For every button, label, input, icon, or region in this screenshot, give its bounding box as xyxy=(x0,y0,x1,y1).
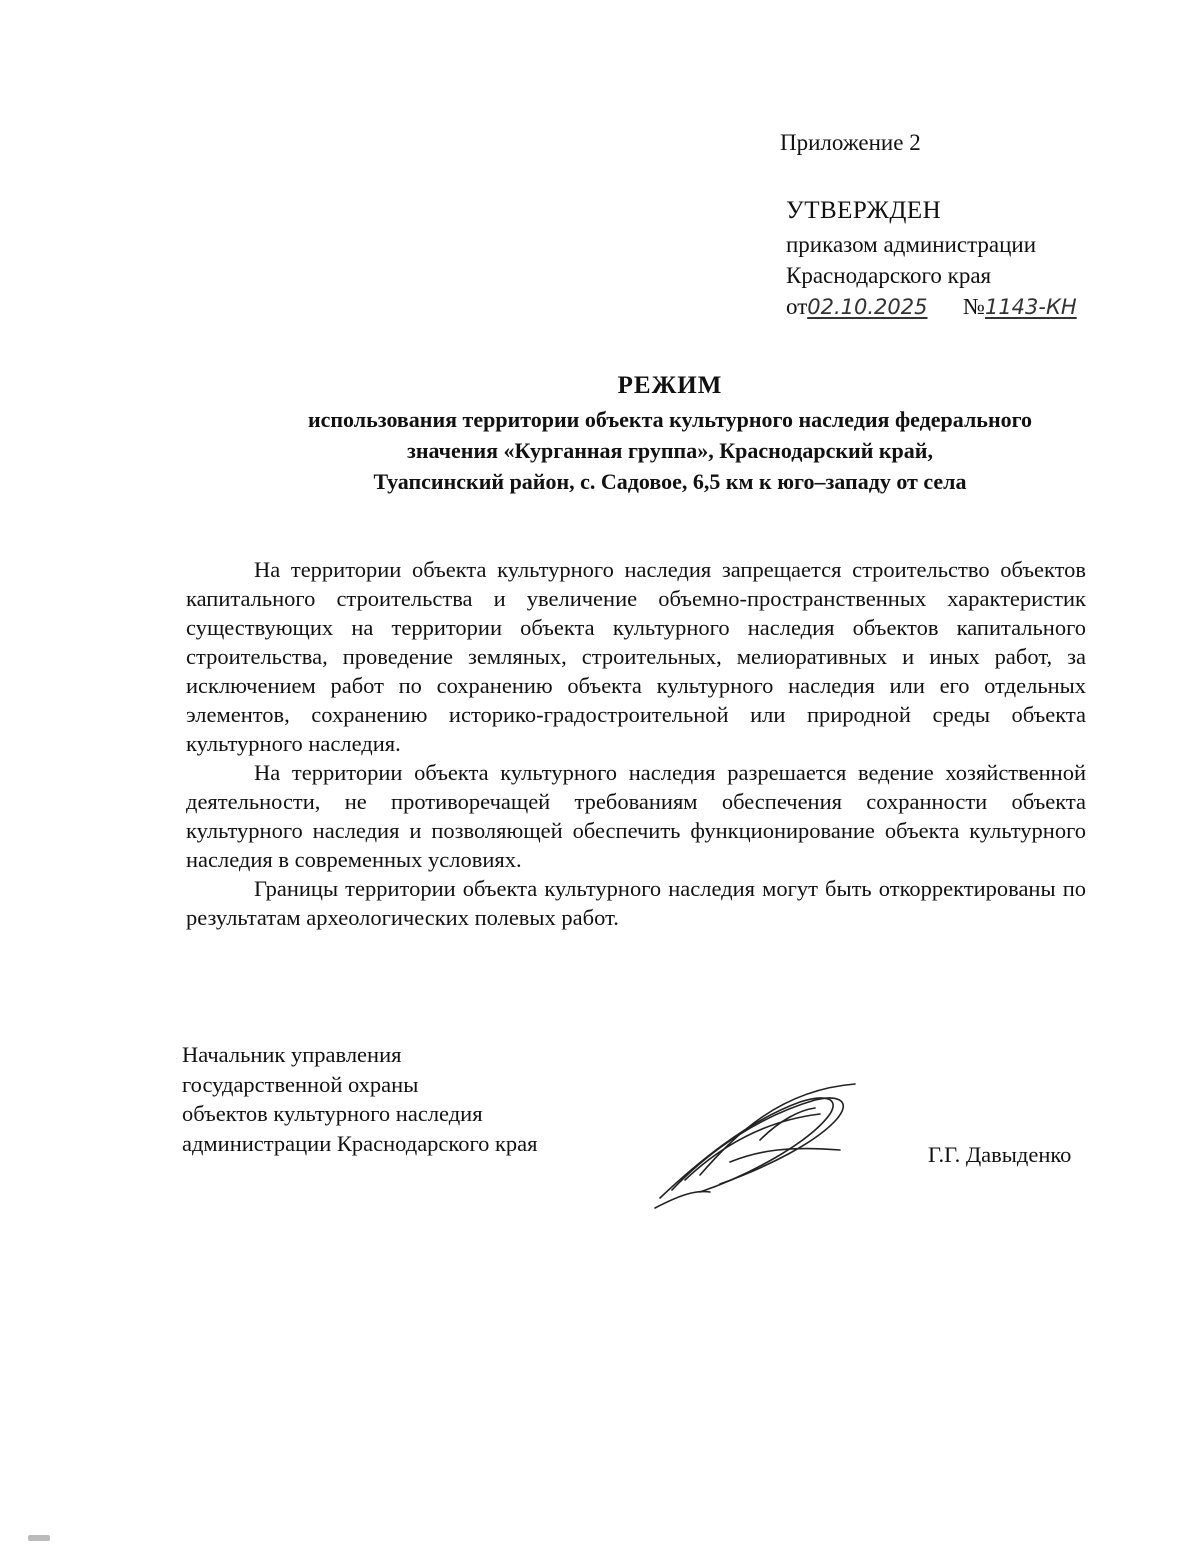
body-paragraph-3: Границы территории объекта культурного наследия могут быть откорректированы по результатам археологических полевых работ. xyxy=(186,876,1086,930)
approved-by-line-1: приказом администрации xyxy=(786,232,1037,257)
position-line-1: Начальник управления xyxy=(182,1042,402,1067)
document-title-block xyxy=(170,372,1170,497)
signer-position xyxy=(182,1040,538,1158)
subtitle-line-2: значения «Курганная группа», Краснодарский край, xyxy=(407,438,933,463)
position-line-4: администрации Краснодарского края xyxy=(182,1130,538,1156)
date-prefix: от xyxy=(786,294,808,319)
subtitle-line-1: использования территории объекта культурного наследия федерального xyxy=(307,407,1033,432)
order-date-number-line xyxy=(786,291,1077,323)
approved-by-line-2: Краснодарского края xyxy=(786,263,992,288)
scan-artifact xyxy=(28,1535,50,1541)
document-body xyxy=(186,555,1086,932)
approval-stamp-block xyxy=(786,195,1077,323)
subtitle-line-3: Туапсинский район, с. Садовое, 6,5 км к юго–западу от села xyxy=(373,469,967,494)
handwritten-order-number: 1143-КН xyxy=(984,295,1077,319)
document-heading: РЕЖИМ xyxy=(617,372,723,399)
appendix-label: Приложение 2 xyxy=(780,130,921,155)
position-line-3: объектов культурного наследия xyxy=(182,1101,483,1126)
handwritten-signature xyxy=(640,1080,870,1215)
signer-name: Г.Г. Давыденко xyxy=(928,1142,1072,1167)
position-line-2: государственной охраны xyxy=(182,1071,419,1097)
number-prefix: № xyxy=(963,294,985,319)
body-paragraph-2: На территории объекта культурного наследия разрешается ведение хозяйственной деятельности, не противоречащей требованиям обеспечения сохранности объекта культурного наследия и позволяющей обеспечить функционирование объекта культурного наследия в современных условиях. xyxy=(186,760,1086,872)
approved-label: УТВЕРЖДЕН xyxy=(786,197,942,224)
handwritten-date: 02.10.2025 xyxy=(807,295,928,319)
body-paragraph-1: На территории объекта культурного наследия запрещается строительство объектов капитального строительства и увеличение объемно-пространственных характеристик существующих на территории объекта культурного наследия объектов капитального строительства, проведение земляных, строительных, мелиоративных и иных работ, за исключением работ по сохранению объекта культурного наследия или его отдельных элементов, сохранению историко-градостроительной или природной среды объекта культурного наследия. xyxy=(186,557,1086,756)
